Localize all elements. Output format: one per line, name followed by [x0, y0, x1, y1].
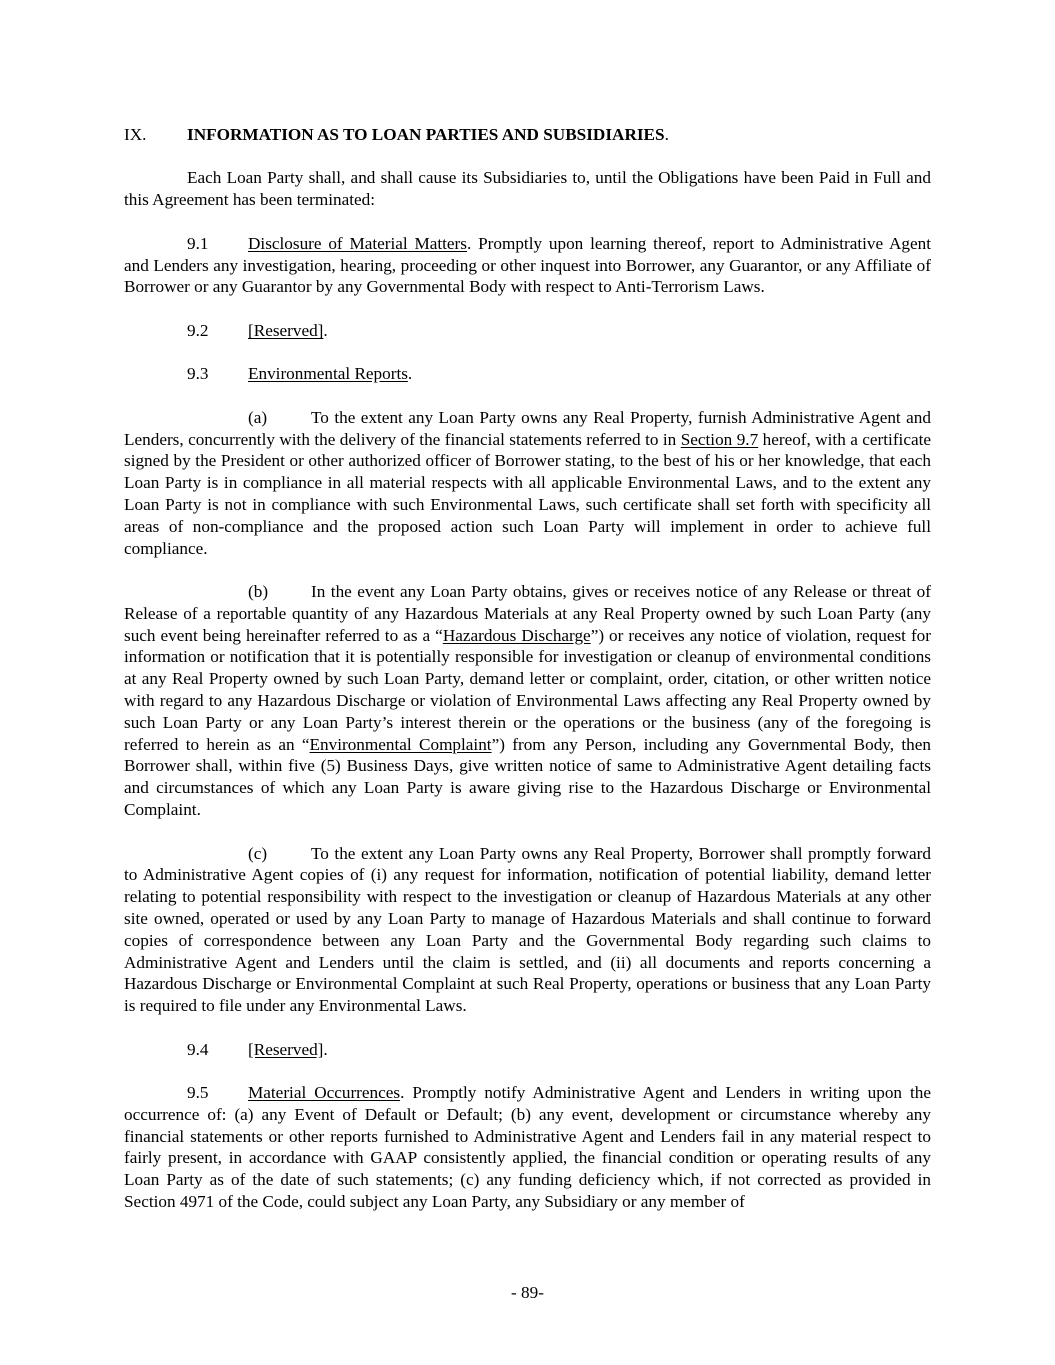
page-number: - 89- — [511, 1283, 544, 1302]
section-heading: Material Occurrences — [248, 1083, 401, 1103]
article-title: INFORMATION AS TO LOAN PARTIES AND SUBSIDIARIES — [187, 125, 665, 144]
defined-term: Hazardous Discharge — [442, 625, 591, 645]
section-9-2: 9.2 [Reserved]. — [187, 320, 328, 340]
document-page — [124, 124, 931, 1213]
intro-paragraph: Each Loan Party shall, and shall cause its Subsidiaries to, until the Obligations have been Paid in Full and this Agreement has been terminated: — [124, 168, 931, 210]
section-number: 9.2 — [187, 320, 209, 340]
defined-term: Environmental Complaint — [309, 734, 492, 754]
article-number: IX. — [124, 125, 147, 144]
section-heading: [Reserved] — [248, 1039, 324, 1059]
cross-reference-link: Section 9.7 — [680, 429, 759, 449]
subsection-label: (a) — [248, 407, 268, 427]
section-number: 9.4 — [187, 1039, 209, 1059]
section-9-4: 9.4 [Reserved]. — [187, 1039, 328, 1059]
article-heading: IX. INFORMATION AS TO LOAN PARTIES AND SUBSIDIARIES. — [124, 125, 669, 144]
section-text: . Promptly notify Administrative Agent and Lenders in writing upon the occurrence of: (a) any Event of Default or Default; (b) any event, development or circumstance whereby any financial statements or other reports furnished to Administrative Agent and Lenders fail in any material respect to fairly present, in accordance with GAAP consistently applied, the financial condition or operating results of any Loan Party as of the date of such statements; (c) any funding deficiency which, if not corrected as provided in Section 4971 of the Code, could subject any Loan Party, any Subsidiary or any member of — [124, 1083, 931, 1212]
section-text: . Promptly upon learning thereof, report to Administrative Agent and Lenders any investigation, hearing, proceeding or other inquest into Borrower, any Guarantor, or any Affiliate of Borrower or any Guarantor by any Governmental Body with respect to Anti-Terrorism Laws. — [124, 233, 932, 297]
subsection-9-3-a: (a) To the extent any Loan Party owns any Real Property, furnish Administrative Agent and Lenders, concurrently with the delivery of the financial statements referred to in Section 9.7 hereof, with a certificate signed by the President or other authorized officer of Borrower stating, to the best of his or her knowledge, that each Loan Party is in compliance in all material respects with all applicable Environmental Laws, and to the extent any Loan Party is not in compliance with such Environmental Laws, such certificate shall set forth with specificity all areas of non-compliance and the proposed action such Loan Party will implement in order to achieve full compliance. — [124, 407, 931, 558]
section-heading: Environmental Reports — [248, 364, 408, 384]
subsection-9-3-c: (c) To the extent any Loan Party owns any Real Property, Borrower shall promptly forward to Administrative Agent copies of (i) any request for information, notification of potential liability, demand letter relating to potential responsibility with respect to the investigation or cleanup of Hazardous Materials at any other site owned, operated or used by any Loan Party to manage of Hazardous Materials and shall continue to forward copies of correspondence between any Loan Party and the Governmental Body regarding such claims to Administrative Agent and Lenders until the claim is settled, and (ii) all documents and reports concerning a Hazardous Discharge or Environmental Complaint at such Real Property, operations or business that any Loan Party is required to file under any Environmental Laws. — [124, 843, 931, 1016]
section-number: 9.1 — [187, 233, 209, 253]
section-9-3: 9.3 Environmental Reports. — [187, 364, 413, 384]
section-number: 9.5 — [187, 1083, 209, 1103]
section-heading: Disclosure of Material Matters — [248, 233, 467, 253]
section-number: 9.3 — [187, 364, 209, 384]
subsection-label: (c) — [248, 843, 268, 863]
subsection-label: (b) — [248, 582, 269, 602]
section-9-5 — [124, 1082, 931, 1213]
section-heading: [Reserved] — [248, 320, 324, 340]
section-9-1 — [124, 233, 931, 298]
subsection-9-3-b: (b) In the event any Loan Party obtains, gives or receives notice of any Release or threat of Release of a reportable quantity of any Hazardous Materials at any Real Property owned by such Loan Party (any such event being hereinafter referred to as a “Hazardous Discharge”) or receives any notice of violation, request for information or notification that it is potentially responsible for investigation or cleanup of environmental conditions at any Real Property owned by such Loan Party, demand letter or complaint, order, citation, or other written notice with regard to any Hazardous Discharge or violation of Environmental Laws affecting any Real Property owned by such Loan Party or any Loan Party’s interest therein or the operations or the business (any of the foregoing is referred to herein as an “Environmental Complaint”) from any Person, including any Governmental Body, then Borrower shall, within five (5) Business Days, give written notice of same to Administrative Agent detailing facts and circumstances of which any Loan Party is aware giving rise to the Hazardous Discharge or Environmental Complaint. — [124, 582, 932, 820]
